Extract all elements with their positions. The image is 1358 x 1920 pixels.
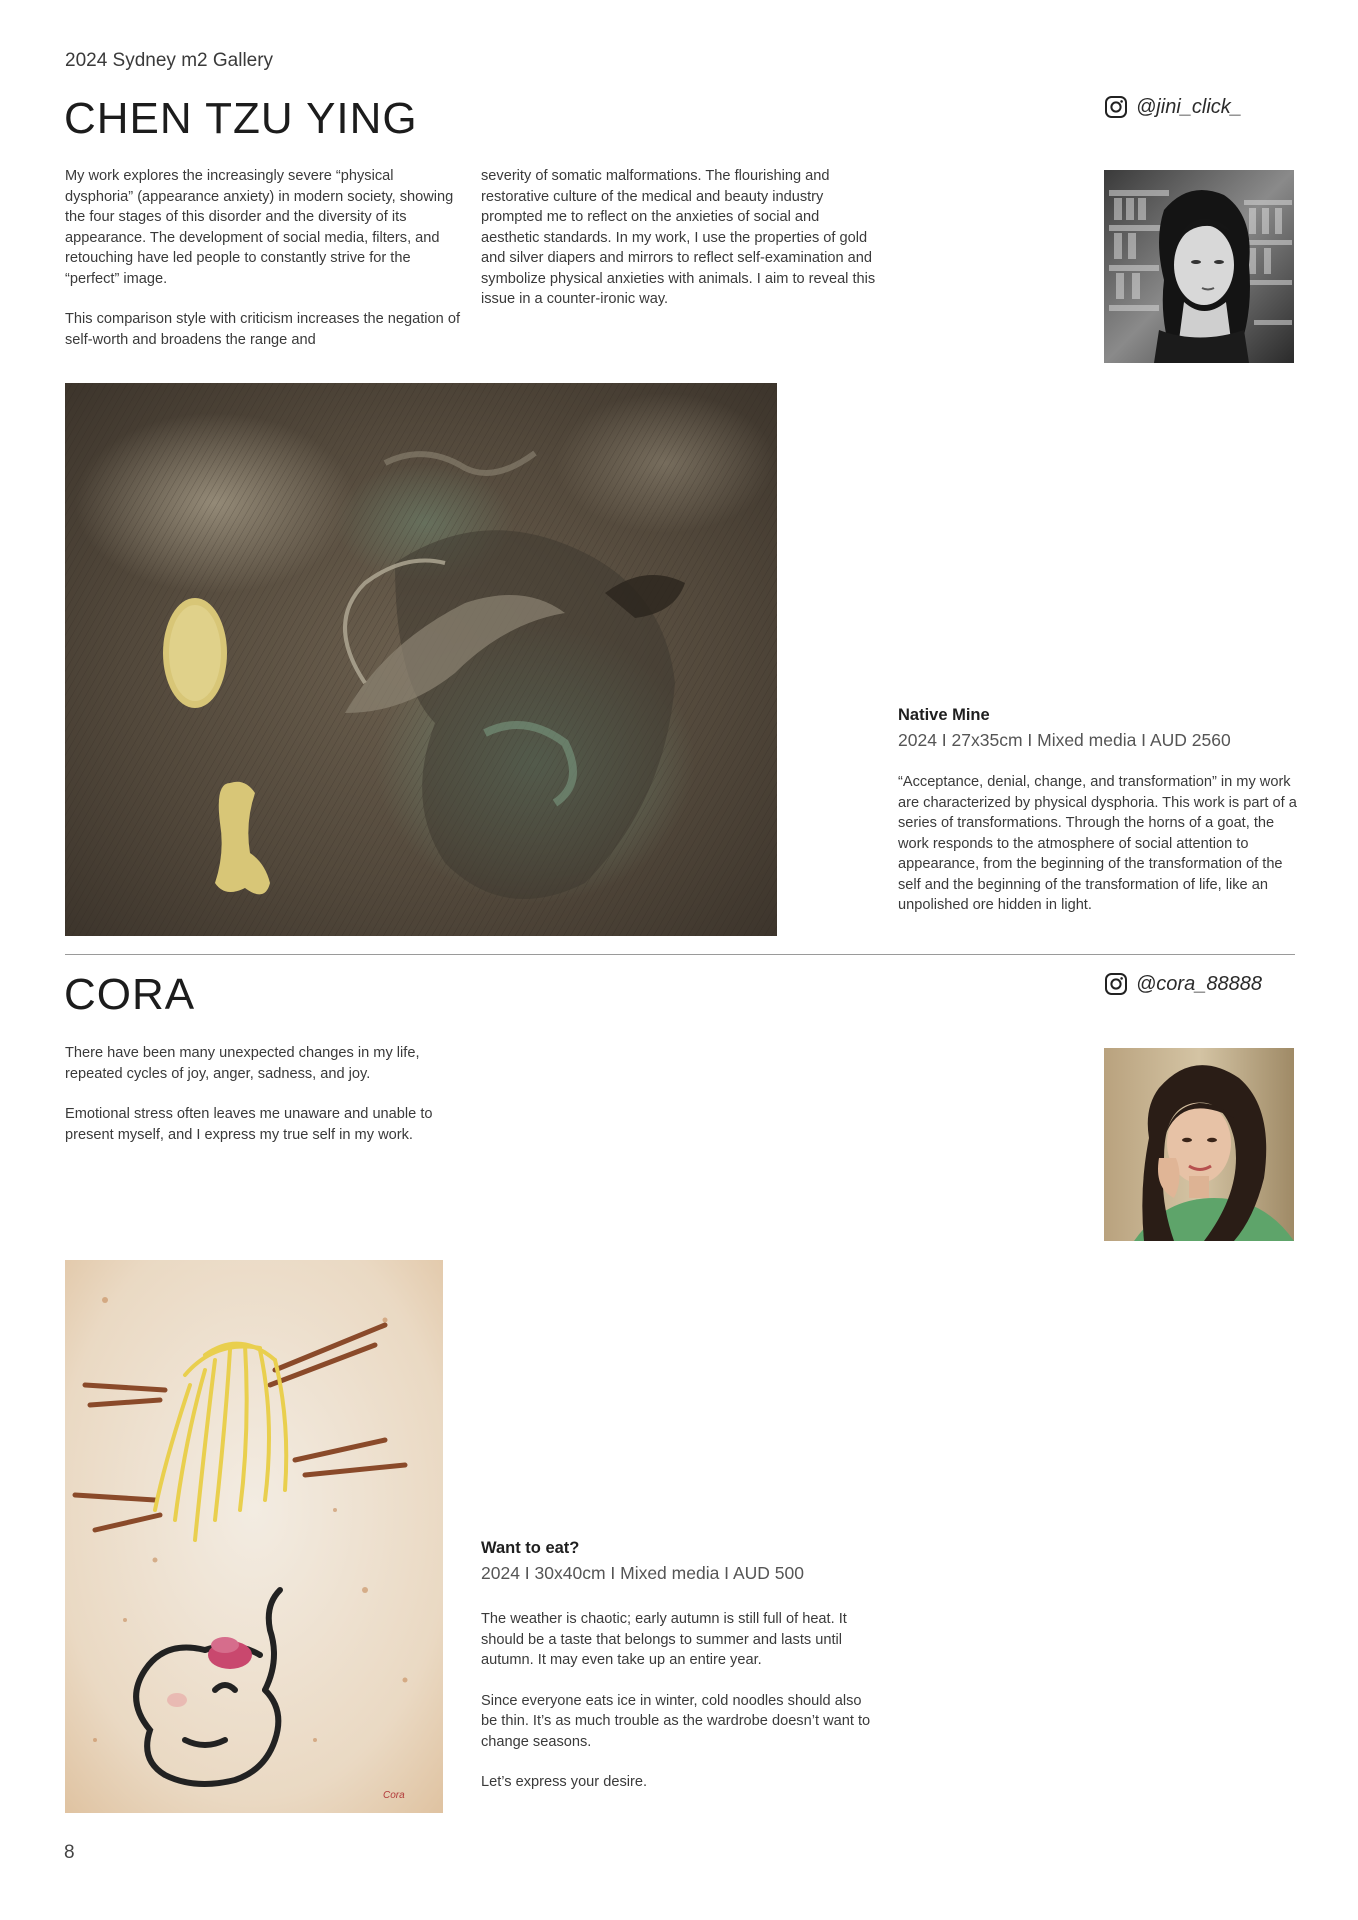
artist-name-chen: CHEN TZU YING (64, 94, 418, 143)
description-paragraph: “Acceptance, denial, change, and transformation” in my work are characterized by physical dysphoria. This work is part of a series of transformations. Through the horns of a goat, the work responds to the atmosphere of social attention to appearance, from the beginning of the transformation of the self and the beginning of the transformation of life, like an unpolished ore hidden in light. (898, 774, 1297, 913)
section-divider (65, 954, 1295, 955)
instagram-handle-cora[interactable] (1104, 972, 1262, 996)
artist-bio-column-2 (481, 166, 876, 330)
instagram-icon (1104, 95, 1128, 119)
description-paragraph: Let’s express your desire. (481, 1774, 648, 1790)
artist-portrait-chen (1104, 170, 1294, 363)
work-description-native-mine (898, 772, 1298, 936)
description-paragraph: The weather is chaotic; early autumn is still full of heat. It should be a taste that belongs to summer and lasts until autumn. It may even take up an entire year. (481, 1611, 847, 1668)
artwork-native-mine (65, 383, 777, 936)
artist-name-cora: CORA (64, 970, 196, 1019)
instagram-handle-text: @jini_click_ (1136, 95, 1242, 118)
work-description-want-to-eat (481, 1609, 881, 1813)
page-number: 8 (64, 1842, 75, 1863)
bio-paragraph: There have been many unexpected changes in my life, repeated cycles of joy, anger, sadness, and joy. (65, 1045, 420, 1082)
description-paragraph: Since everyone eats ice in winter, cold noodles should also be thin. It’s as much trouble as the wardrobe doesn’t want to change seasons. (481, 1692, 871, 1750)
instagram-handle-chen[interactable] (1104, 95, 1242, 119)
bio-paragraph: My work explores the increasingly severe “physical dysphoria” (appearance anxiety) in modern society, showing the four stages of this disorder and the diversity of its appearance. The development of social media, filters, and retouching have led people to constantly strive for the “perfect” image. (65, 168, 454, 287)
artwork-signature: Cora (383, 1790, 405, 1801)
instagram-icon (1104, 972, 1128, 996)
bio-paragraph: severity of somatic malformations. The flourishing and restorative culture of the medical and beauty industry prompted me to reflect on the anxieties of social and aesthetic standards. In my work, I use the properties of gold and silver diapers and mirrors to reflect self-examination and symbolize physical anxieties with animals. I aim to reveal this issue in a counter-ironic way. (481, 168, 876, 307)
work-title-want-to-eat: Want to eat? (481, 1539, 580, 1557)
artwork-want-to-eat (65, 1260, 443, 1813)
artist-bio-cora (65, 1043, 465, 1165)
artist-portrait-cora (1104, 1048, 1294, 1241)
work-title-native-mine: Native Mine (898, 706, 990, 724)
work-meta-want-to-eat: 2024 I 30x40cm I Mixed media I AUD 500 (481, 1563, 804, 1583)
artist-bio-column-1 (65, 166, 465, 370)
work-meta-native-mine: 2024 I 27x35cm I Mixed media I AUD 2560 (898, 730, 1231, 750)
instagram-handle-text: @cora_88888 (1136, 972, 1262, 995)
bio-paragraph: Emotional stress often leaves me unaware and unable to present myself, and I express my true self in my work. (65, 1106, 433, 1143)
bio-paragraph: This comparison style with criticism increases the negation of self-worth and broadens the range and (65, 311, 461, 348)
gallery-header: 2024 Sydney m2 Gallery (65, 50, 274, 71)
